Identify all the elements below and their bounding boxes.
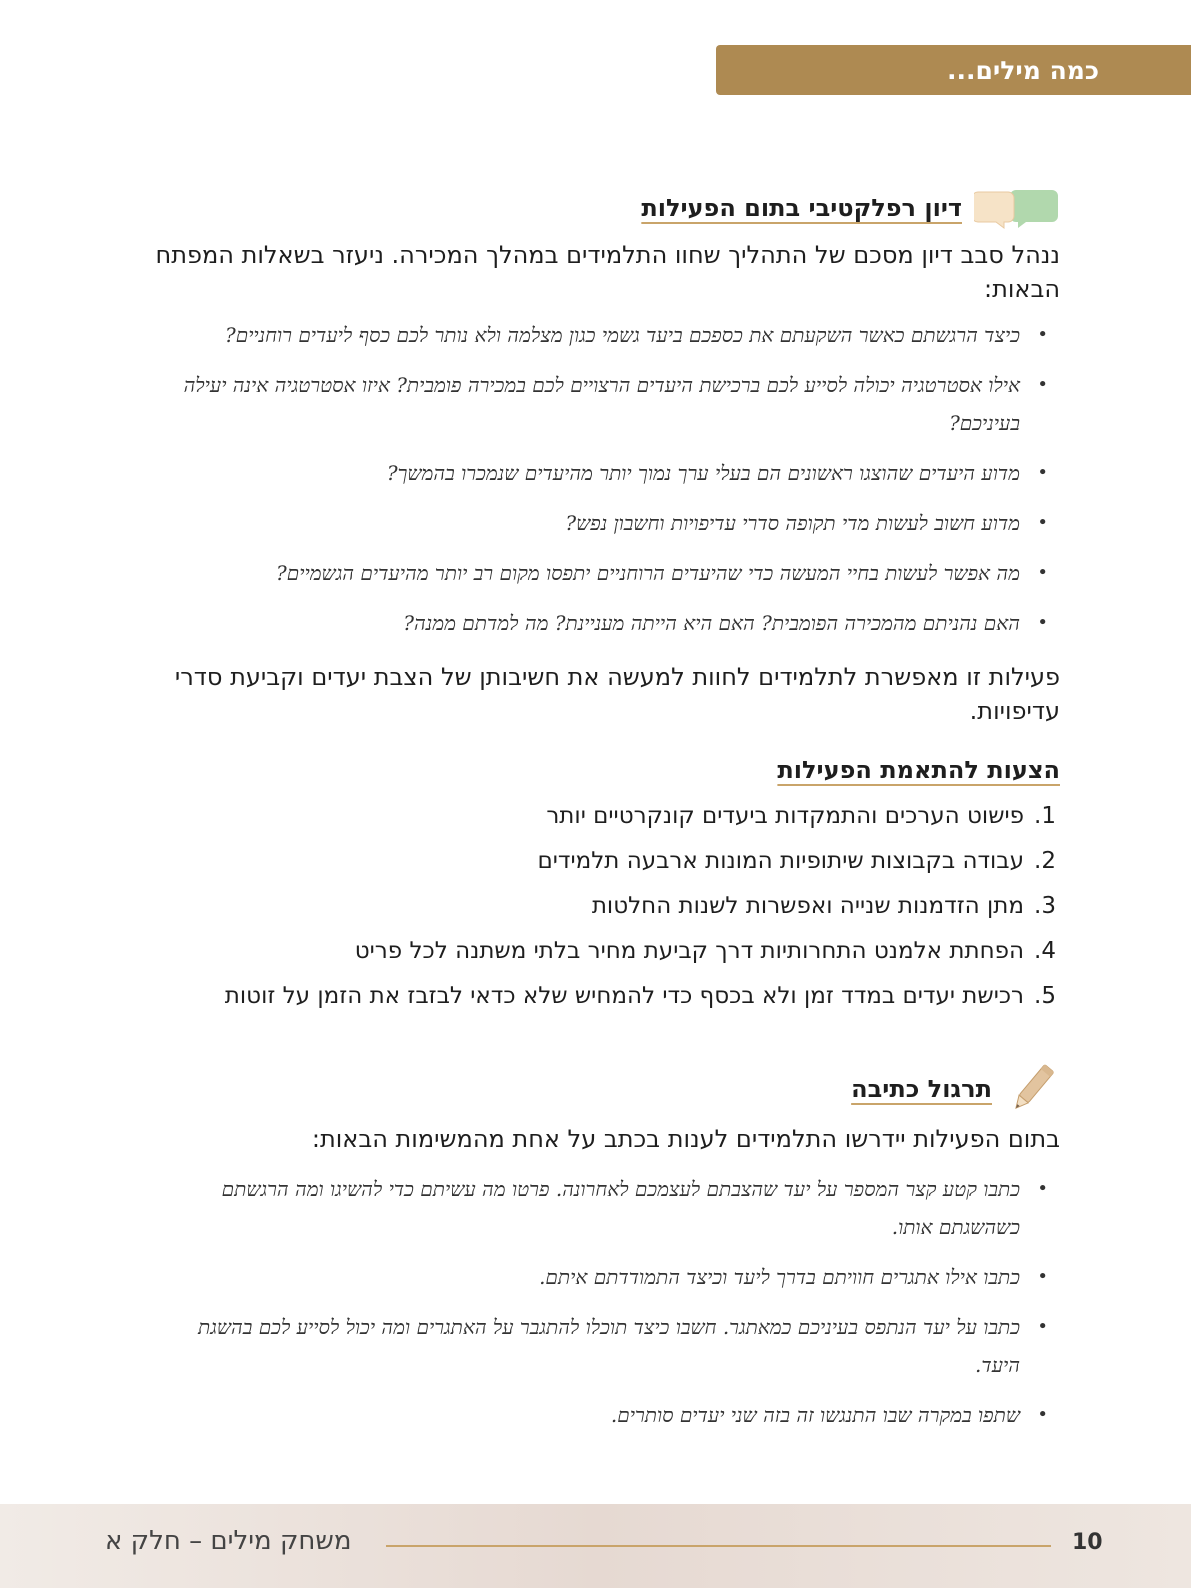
discussion-questions (152, 316, 1060, 642)
list-item: • כתבו על יעד הנתפס בעיניכם כמאתגר. חשבו כיצד תוכלו להתגבר על האתגרים ומה יכול לסייע לכם בהשגת היעד. (198, 1315, 1048, 1377)
section-heading (152, 756, 1060, 784)
speech-bubbles-icon (974, 186, 1060, 230)
section-title: הצעות להתאמת הפעילות (777, 756, 1060, 784)
page-footer (0, 1504, 1191, 1588)
discussion-summary: פעילות זו מאפשרת לתלמידים לחוות למעשה את חשיבותן של הצבת יעדים וקביעת סדרי עדיפויות. (174, 663, 1060, 725)
list-item: • שתפו במקרה שבו התנגשו זה בזה שני יעדים סותרים. (610, 1403, 1048, 1427)
footer-book-title: משחק מילים – חלק א (105, 1526, 352, 1556)
list-item: • מדוע היעדים שהוצגו ראשונים הם בעלי ערך נמוך יותר מהיעדים שנמכרו בהמשך? (386, 461, 1048, 485)
list-item: • כתבו קטע קצר המספר על יעד שהצבתם לעצמכם לאחרונה. פרטו מה עשיתם כדי להשיגו ומה הרגשתם כשהשגתם אותו. (221, 1177, 1048, 1239)
pencil-icon (1004, 1060, 1060, 1118)
page-number: 10 (1072, 1530, 1103, 1555)
list-item: • אילו אסטרטגיה יכולה לסייע לכם ברכישת היעדים הרצויים לכם במכירה פומבית? איזו אסטרטגיה אינה יעילה בעיניכם? (183, 373, 1048, 435)
section-header-tab (716, 45, 1191, 95)
list-item: • מדוע חשוב לעשות מדי תקופה סדרי עדיפויות וחשבון נפש? (565, 511, 1048, 535)
list-item: 4. הפחתת אלמנט התחרותיות דרך קביעת מחיר בלתי משתנה לכל פריט (354, 938, 1056, 964)
adaptation-suggestions-section (152, 756, 1060, 1019)
writing-practice-section (152, 1060, 1060, 1434)
list-item: 3. מתן הזדמנות שנייה ואפשרות לשנות החלטות (591, 893, 1056, 919)
section-title: דיון רפלקטיבי בתום הפעילות (641, 194, 962, 222)
section-heading (152, 186, 1060, 230)
list-item: • מה אפשר לעשות בחיי המעשה כדי שהיעדים הרוחניים יתפסו מקום רב יותר מהיעדים הגשמיים? (276, 561, 1048, 585)
suggestions-list (152, 794, 1060, 1019)
list-item: • כתבו אילו אתגרים חוויתם בדרך ליעד וכיצד התמודדתם איתם. (539, 1265, 1048, 1289)
writing-intro: בתום הפעילות יידרשו התלמידים לענות בכתב על אחת מהמשימות הבאות: (311, 1125, 1060, 1153)
section-heading (152, 1060, 1060, 1118)
discussion-intro: ננהל סבב דיון מסכם של התהליך שחוו התלמידים במהלך המכירה. ניעזר בשאלות המפתח הבאות: (155, 241, 1060, 303)
list-item: 1. פישוט הערכים והתמקדות ביעדים קונקרטיים יותר (546, 803, 1056, 829)
footer-divider (386, 1545, 1051, 1547)
list-item: 5. רכישת יעדים במדד זמן ולא בכסף כדי להמחיש שלא כדאי לבזבז את הזמן על זוטות (224, 983, 1056, 1009)
header-tab-label: כמה מילים... (947, 55, 1099, 85)
section-title: תרגול כתיבה (851, 1075, 992, 1103)
list-item: • האם נהניתם מהמכירה הפומבית? האם היא הייתה מעניינת? מה למדתם ממנה? (403, 611, 1048, 635)
list-item: • כיצד הרגשתם כאשר השקעתם את כספכם ביעד גשמי כגון מצלמה ולא נותר לכם כסף ליעדים רוחניים? (224, 323, 1048, 347)
writing-tasks (152, 1170, 1060, 1434)
list-item: 2. עבודה בקבוצות שיתופיות המונות ארבעה תלמידים (537, 848, 1056, 874)
reflective-discussion-section (152, 186, 1060, 728)
